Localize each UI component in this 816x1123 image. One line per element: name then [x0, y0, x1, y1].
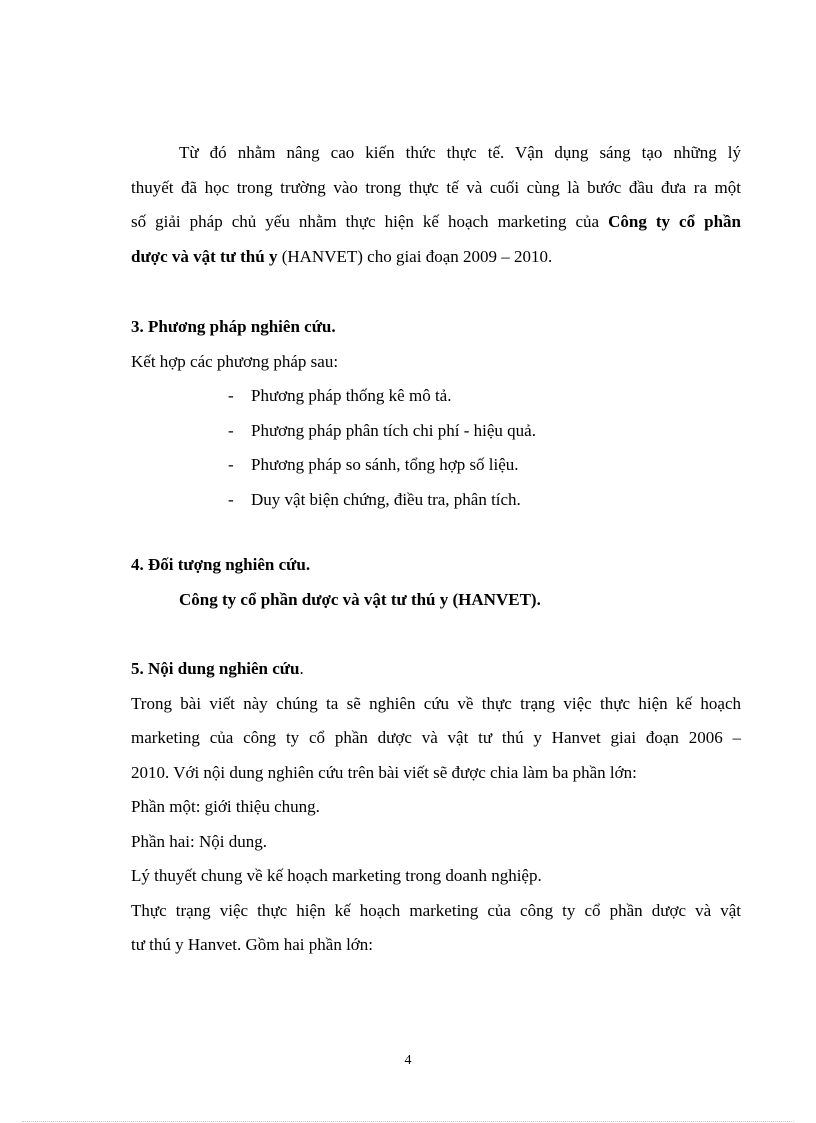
section-5-line-6: Lý thuyết chung về kế hoạch marketing trong doanh nghiệp.	[131, 866, 542, 885]
section-5-heading-period: .	[299, 659, 304, 678]
section-5-line-7: Thực trạng việc thực hiện kế hoạch marketing của công ty cổ phần dược và vật	[131, 900, 741, 920]
method-text: Phương pháp thống kê mô tả.	[251, 386, 452, 405]
section-5-heading-line	[131, 652, 741, 687]
intro-paragraph	[131, 136, 741, 274]
intro-line-3	[131, 205, 741, 240]
company-name-bold-part1: Công ty cổ phần	[608, 212, 741, 231]
section-5-line-5: Phần hai: Nội dung.	[131, 831, 267, 851]
dash-bullet: -	[228, 455, 234, 474]
section-3-heading: 3. Phương pháp nghiên cứu.	[131, 317, 336, 336]
section-4	[131, 548, 741, 617]
list-item	[228, 379, 536, 414]
dash-bullet: -	[228, 489, 234, 509]
page-bottom-divider	[22, 1121, 794, 1122]
list-item	[228, 483, 536, 518]
intro-line-4	[131, 240, 741, 275]
section-5-line-2: marketing của công ty cổ phần dược và vật tư thú y Hanvet giai đoạn 2006 –	[131, 728, 741, 747]
section-5-heading: 5. Nội dung nghiên cứu	[131, 659, 300, 678]
method-text: Phương pháp phân tích chi phí - hiệu quả.	[251, 420, 536, 440]
section-5-line-8: tư thú y Hanvet. Gồm hai phần lớn:	[131, 935, 374, 954]
section-4-subject: Công ty cổ phần dược và vật tư thú y (HANVET).	[179, 589, 541, 609]
method-text: Phương pháp so sánh, tổng hợp số liệu.	[251, 455, 519, 474]
company-name-bold-part2: dược và vật tư thú y	[131, 246, 278, 266]
intro-line-1: Từ đó nhằm nâng cao kiến thức thực tế. Vận dụng sáng tạo những lý	[179, 143, 741, 162]
dash-bullet: -	[228, 420, 234, 440]
page-number: 4	[404, 1053, 412, 1068]
intro-line-4-text: (HANVET) cho giai đoạn 2009 – 2010.	[277, 246, 553, 266]
list-item	[228, 414, 536, 449]
list-item	[228, 448, 536, 483]
section-5-line-3: 2010. Với nội dung nghiên cứu trên bài viết sẽ được chia làm ba phần lớn:	[131, 762, 637, 782]
section-5	[131, 652, 741, 963]
method-text: Duy vật biện chứng, điều tra, phân tích.	[251, 489, 521, 509]
dash-bullet: -	[228, 386, 234, 405]
section-4-heading: 4. Đối tượng nghiên cứu.	[131, 555, 311, 574]
methods-list	[228, 379, 536, 517]
section-5-line-1: Trong bài viết này chúng ta sẽ nghiên cứu về thực trạng việc thực hiện kế hoạch	[131, 693, 741, 713]
section-5-line-4: Phần một: giới thiệu chung.	[131, 797, 320, 816]
intro-line-2: thuyết đã học trong trường vào trong thực tế và cuối cùng là bước đầu đưa ra một	[131, 177, 741, 197]
intro-line-3-text: số giải pháp chủ yếu nhằm thực hiện kế hoạch marketing của	[131, 212, 609, 231]
section-3-lead: Kết hợp các phương pháp sau:	[131, 351, 339, 371]
section-3	[131, 310, 741, 379]
